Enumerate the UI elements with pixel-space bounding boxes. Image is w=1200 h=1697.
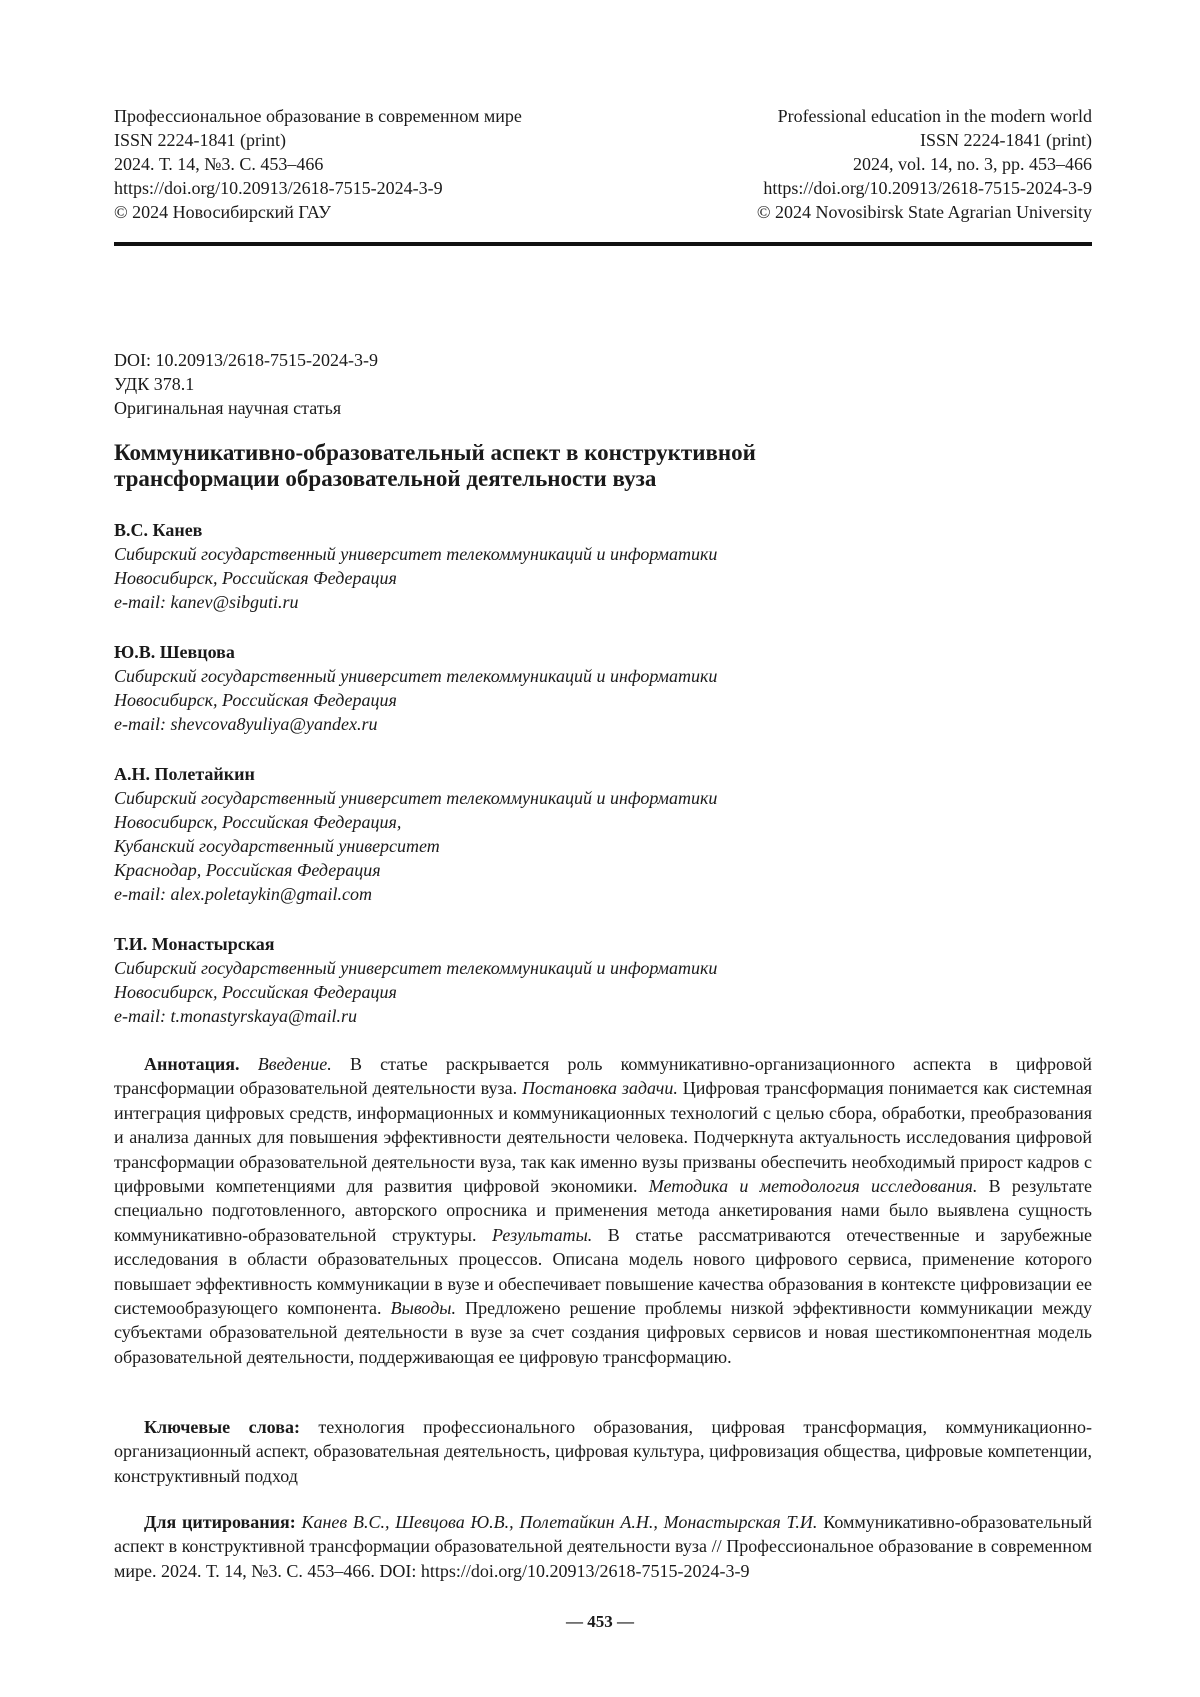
doi-link-en[interactable]: https://doi.org/10.20913/2618-7515-2024-3-9 <box>757 176 1092 200</box>
citation <box>114 1510 1092 1583</box>
issue-info-en: 2024, vol. 14, no. 3, pp. 453–466 <box>757 152 1092 176</box>
citation-text: Коммуникативно-образовательный аспект в конструктивной трансформации образовательной деятельности вуза // Профессиональное образование в современном мире. 2024. Т. 14, №3. С. 453–466. DOI: https://doi.org/10.20913/2618-7515-2024-3-9 <box>114 1512 1092 1581</box>
abstract-conclusions-label: Выводы. <box>391 1298 456 1318</box>
author-name: А.Н. Полетайкин <box>114 762 1092 786</box>
journal-header-en <box>757 104 1092 224</box>
abstract <box>114 1052 1092 1369</box>
author-block <box>114 640 1092 736</box>
article-doi: DOI: 10.20913/2618-7515-2024-3-9 <box>114 348 378 372</box>
article-udk: УДК 378.1 <box>114 372 378 396</box>
abstract-method-label: Методика и методология исследования. <box>649 1176 978 1196</box>
article-meta <box>114 348 378 420</box>
author-email[interactable]: e-mail: t.monastyrskaya@mail.ru <box>114 1004 1092 1028</box>
keywords <box>114 1415 1092 1488</box>
journal-title-ru: Профессиональное образование в современном мире <box>114 104 522 128</box>
author-email[interactable]: e-mail: alex.poletaykin@gmail.com <box>114 882 1092 906</box>
article-title-line-1: Коммуникативно-образовательный аспект в конструктивной <box>114 440 1014 466</box>
journal-title-en: Professional education in the modern world <box>757 104 1092 128</box>
author-list <box>114 518 1092 1054</box>
author-name: Т.И. Монастырская <box>114 932 1092 956</box>
copyright-ru: © 2024 Новосибирский ГАУ <box>114 200 522 224</box>
author-email[interactable]: e-mail: shevcova8yuliya@yandex.ru <box>114 712 1092 736</box>
keywords-text: технология профессионального образования, цифровая трансформация, коммуникационно-организационный аспект, образовательная деятельность, цифровая культура, цифровизация общества, цифровые компетенции, конструктивный подход <box>114 1417 1092 1486</box>
doi-link-ru[interactable]: https://doi.org/10.20913/2618-7515-2024-3-9 <box>114 176 522 200</box>
issue-info-ru: 2024. Т. 14, №3. С. 453–466 <box>114 152 522 176</box>
citation-authors: Канев В.С., Шевцова Ю.В., Полетайкин А.Н., Монастырская Т.И. <box>296 1512 818 1532</box>
copyright-en: © 2024 Novosibirsk State Agrarian University <box>757 200 1092 224</box>
author-affiliation: Сибирский государственный университет телекоммуникаций и информатики <box>114 956 1092 980</box>
abstract-label: Аннотация. <box>144 1054 240 1074</box>
abstract-results-label: Результаты. <box>492 1225 592 1245</box>
author-location: Новосибирск, Российская Федерация <box>114 566 1092 590</box>
journal-header-ru <box>114 104 522 224</box>
abstract-conclusions: Предложено решение проблемы низкой эффективности коммуникации между субъектами образовательной деятельности в вузе за счет создания цифровых сервисов и новая шестикомпонентная модель образовательной деятельности, поддерживающая ее цифровую трансформацию. <box>114 1298 1092 1367</box>
author-block <box>114 518 1092 614</box>
abstract-intro: В статье раскрывается роль коммуникативно-организационного аспекта в цифровой трансформации образовательной деятельности вуза. <box>114 1054 1092 1098</box>
author-affiliation: Сибирский государственный университет телекоммуникаций и информатики <box>114 664 1092 688</box>
abstract-problem: Цифровая трансформация понимается как системная интеграция цифровых средств, информационных и коммуникационных технологий с целью сбора, обработки, преобразования и анализа данных для повышения эффективности деятельности человека. Подчеркнута актуальность исследования цифровой трансформации образовательной деятельности вуза, так как именно вузы призваны обеспечить необходимый прирост кадров с цифровыми компетенциями для развития цифровой экономики. <box>114 1078 1092 1196</box>
citation-label: Для цитирования: <box>144 1512 296 1532</box>
header-divider <box>114 242 1092 246</box>
author-email[interactable]: e-mail: kanev@sibguti.ru <box>114 590 1092 614</box>
article-page <box>0 0 1200 1697</box>
author-location: Новосибирск, Российская Федерация, <box>114 810 1092 834</box>
abstract-intro-label: Введение. <box>258 1054 332 1074</box>
abstract-method: В результате специально подготовленного, авторского опросника и применения метода анкетирования нами было выявлена сущность коммуникативно-образовательной структуры. <box>114 1176 1092 1245</box>
abstract-problem-label: Постановка задачи. <box>522 1078 678 1098</box>
author-location: Новосибирск, Российская Федерация <box>114 980 1092 1004</box>
issn-ru: ISSN 2224-1841 (print) <box>114 128 522 152</box>
issn-en: ISSN 2224-1841 (print) <box>757 128 1092 152</box>
page-number: — 453 — <box>0 1612 1200 1632</box>
author-name: В.С. Канев <box>114 518 1092 542</box>
author-affiliation: Сибирский государственный университет телекоммуникаций и информатики <box>114 542 1092 566</box>
article-title-line-2: трансформации образовательной деятельности вуза <box>114 466 1014 492</box>
keywords-label: Ключевые слова: <box>144 1417 300 1437</box>
author-location-2: Краснодар, Российская Федерация <box>114 858 1092 882</box>
author-affiliation-2: Кубанский государственный университет <box>114 834 1092 858</box>
author-location: Новосибирск, Российская Федерация <box>114 688 1092 712</box>
article-type: Оригинальная научная статья <box>114 396 378 420</box>
abstract-results: В статье рассматриваются отечественные и зарубежные исследования в области образовательных процессов. Описана модель нового цифрового сервиса, применение которого повышает эффективность коммуникации в вузе и обеспечивает повышение качества образования в контексте цифровизации ее системообразующего компонента. <box>114 1225 1092 1318</box>
article-title <box>114 440 1014 492</box>
author-block <box>114 932 1092 1028</box>
author-name: Ю.В. Шевцова <box>114 640 1092 664</box>
author-block <box>114 762 1092 906</box>
author-affiliation: Сибирский государственный университет телекоммуникаций и информатики <box>114 786 1092 810</box>
